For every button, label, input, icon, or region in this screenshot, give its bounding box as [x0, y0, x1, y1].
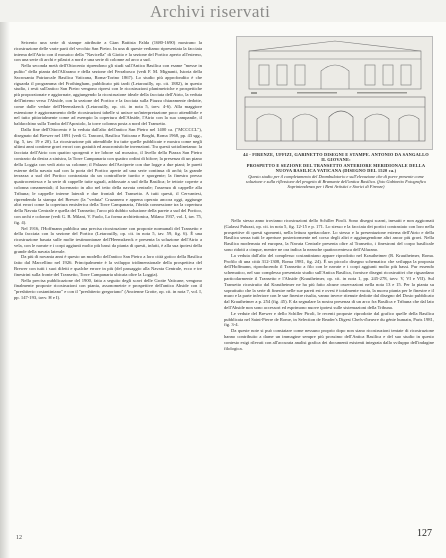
paragraph: Nella seconda metà dell'Ottocento riprendono gli studi sull'Antica Basilica con esame "messe in pulito" della pianta dell'Alfarano e della sezione del Ferrabosco (vedi F. M. Mignanti, Istoria della Sacrosanta Patriarcale Basilica Vaticana, Roma-Torino 1867). Lo studio più approfondito è che riguarda il programma del Frothingham, pubblicato più tardi (Letarouilly, op. cit. 1882), in questo studio, i resti sull'antico San Pietro vengono ripresi con le ricostruzioni planimetriche e prospettiche più proporzionate e aggiornate, aggiungendo la ricostruzione ideale della facciata dell'Atrio, la veduta dell'interno verso l'Abside, con la sezione del Portico e la facciata sulla Piazza chiaramente dedotte, come dalle vedute dell'Heemskerck (Letarouilly, op. cit. in nota 5, tavv. 4-6). Alla maggiore estensione è aggiornamento delle ricostruzioni tabelle si unisce un'interpretazione poco attendibile e nel tutto pittorialmente come ad esempio la copertura dell'Abside, l'Atrio con la sua campanile, il baldacchino sulla Tomba dell'Apostolo, la torre colonna posta a nord del Transetto.	[14, 63, 202, 127]
paragraph: Nel 1916, l'Hoffmann pubblica una precisa ricostruzione con proposte normanali del Transetto e della facciata con la sezione del Portico (Letarouilly, op. cit. in nota 5, tav. 59, fig. 6). È una ricostruzione basata sulle molte testimonianze dell'Heemskerck e presenta la soluzione dell'Atrio a vela, con le navate e i corpi aggiunti molto più bassi da pianta di questi, infatti, è alla sua ipotesi della grande della navata laterale.	[14, 225, 202, 254]
paragraph: Da queste note si può constatare come nessuno proprio dopo non siano ricostruzioni tentate di ricostruzione hanno contribuito a darne un immagine sempre più prossimo dell'Antica Basilica e del suo studio in questo contesto esigi rilevati con all'accurata analisi grafica dei documenti esistenti integrata dallo sviluppo dell'indagine filologica.	[224, 328, 434, 351]
page-number: 127	[417, 528, 432, 539]
left-text-column	[14, 40, 202, 540]
caption-subtitle: PROSPETTO E SEZIONE DEL TRANSETTO ANTERIORE MERIDIONALE DELLA NUOVA BASILICA VATICANA (DISEGNO DEL 1520 ca.)	[246, 162, 426, 174]
paragraph: Nella precisa pubblicazione del 1900, fatta a seguito degli scavi delle Grotte Vaticane, vengono finalmente proposte ricostruzioni con pianta, assonometrie e prospettive dell'antica Abside con il "presbiterio costantiniano" e con il "presbiterio gregoriano" (Ancienne Grotte, op. cit. in nota 7, vol. I, pp. 147-193, tavv. H e I).	[14, 277, 202, 301]
paragraph: La veduta dall'alto del complesso costantiniano appare riprodotto nel Krautheimer (R. Krautheimer, Roma. Profilo di una città 312-1308, Roma 1981, fig. 24). È un piccolo disegno schematico che sviluppa la proposta dell'Hoffmann, riproducendo il Transetto a filo con le navate e i corpi aggiunti molto più bassi. Pur essendo schematico, nel suo complesso presentato studio sull'Antica Basilica, fornisce disegni ricostruttivi che riguardano particolarmente il Transetto e l'Abside (Krautheimer, op. cit. in nota 1, pp. 245-278, tavv. V, VI e VII). Sul Transetto ricostruito dal Krautheimer ne ha più fatto alcune osservazioni nella nota 13 e 15. Per la pianta su soprattutto che la serie di finestre nelle sue pareti est e ovest è totalmente vuota, la nuova pianta per le finestre e il muro e la parte inferiore con le sue finestre risulta, vanno invece ritenute dedotte dal disegno del Dosio pubblicato dal Krautheimer a p. 254 (fig. 45). E da segnalare la nostra presenza di un arco fra Basilica e Tribuna che dal lato dell'Abside non sono accessori ed esprimono nuove ipotesi sulle sistemazioni della Tribuna.	[224, 252, 434, 310]
drawing-illustration	[237, 37, 432, 149]
paragraph: Da più di novanta anni è questo un modello dell'antico San Pietro a loro città gotico della Basilica fatto dal Marcellino nel 1926. Principalmente è la sviluppo tridimensionale della prospettiva del Brewer con tutti i suoi difetti e qualche errore in più (del passaggio alla Navata Centrale, ecco e tre finestrini sulla fronte del Transetto, Torre Campanaria ubicata oltre la Loggia).	[14, 254, 202, 277]
paragraph: Nello stesso anno troviamo ricostruzioni dello Schiller Piroli. Sono disegni scarni, inesatti e non aggiornati (Galassi Paluzzi, op. cit. in nota 5, fig. 12-15 e p. 171. Lo stesso e la facciata dei portici contrastato con loro nella prospettive di questi sgomenti, nella lettura spettacolare. Lo stesso e la presentazione esterna dell'Atrio e della Basilica senza tutti le aperture posteriormente nel corso degli altri e aggiungendone altri ancor più gravi. Nella Basilica modernata ed europea, la Navata Centrale presenta oltre al Transetto, i finestroni del corpo basilicale sono ridotti a cinque, mentre ne ora indica la neanche quattrocentesca dell'Alfarano.	[224, 218, 434, 252]
figure-caption	[240, 152, 432, 190]
archive-watermark: Archivi riservati	[150, 2, 271, 21]
caption-body: Questo studio per il completamento del Deambulatorio e sull'elevazione che di porre presente come soluzione e sulla riflessione del progetto di Bramante dell'antica Basilica. (foto Gabinetto Fotografico Soprintendenza per i Beni Artistici e Storici di Firenze)	[245, 173, 427, 190]
right-text-column	[224, 218, 434, 483]
gutter-shadow	[0, 0, 10, 558]
paragraph: Dalla fine dell'Ottocento è la veduta dall'alto dell'antico San Pietro nel 1400 ca. ("MCCCCL"), disegnato dal Brewer nel 1891 (vedi G. Tanconi, Basilica Vaticana e Borghi, Roma 1968, pp. 43 sgg., fig. 5, tav. 19 e 20). La ricostruzione più attendibile fra tutte quelle pubblicate e mostra come negli ultimi anni contiene gravi errori con gratuità ed anacronistiche invenzioni. Tra questi sottolineiamo: la facciata dell'Atrio con quattro sporgenti e tre lobore sul mosaico, il livello della Piazza San Pietro contrario da destra a sinistra, la Torre Campanaria con quattro ordini di bifore; la presenza di un piano della Loggia con vedi atrio su colonne; il Palazzo dell'Arciprete con due logge a due piani; le pareti esterne della navata sud con la porta del Portico aperte ad una serie continua di archi; la grande terrazza a sud del Portico contrastata da un contrafforte turrito e sporgente; la finestra presso quattrocentesca e la serie di cappelle tutte uguali, addossate a sud della Basilica; le tettoie coperte a colonna ornamentali; il lucernario in alto nel tetto della navata centrale; l'assenza di cappelle alla Tribuna; le cappelle interne laterali e due frontali del Transetto. A tutti questi, il Cervantesi, riprendendo la stampa del Brewer (la "veduta" Cruzanera e appena operato ancora oggi, aggiunge altri errori come la copertura emisferica della Torre Campanaria, l'ibrida connessione tra la copertura della Navata Centrale e quella del Transetto; l'arco più dubbio soluzione della parete a sud del Portico, con archi e colonne (vedi G. B. Milani, V. Faolo, La forma architettonica, Milano 1937, vol. I, tav. 75, fig. 4).	[14, 126, 202, 225]
architectural-drawing-figure	[236, 36, 433, 150]
footnote-marker: 12	[16, 535, 22, 541]
paragraph: Seicento una serie di stampe attribuite a Gian Battista Falda (1680-1690) mostrano la ricostruzione delle varie parti del vecchio San Pietro. In una di queste vediamo ripresentata la facciata interna dell'Atrio con il mosaico della "Navicella" di Giotto e la sezione del Portico aperto all'esterno, con una serie di archi e pilastri a nord e una serie di colonne ad arco a sud.	[14, 40, 202, 63]
caption-title: 44 - FIRENZE, UFFIZI, GABINETTO DISEGNI E STAMPE. ANTONIO DA SANGALLO IL GIOVANE:	[243, 152, 429, 163]
paragraph: Le vedute del Brewer e dello Schiller Piroli, le recenti proposte riprodotte dal grafico quelle della Basilica pubblicata nel Saint-Pierre de Rome, in Selection de Reader's Digest Chefs-d'œuvre du génie humain, Paris 1981, fig. 3-4.	[224, 310, 434, 328]
